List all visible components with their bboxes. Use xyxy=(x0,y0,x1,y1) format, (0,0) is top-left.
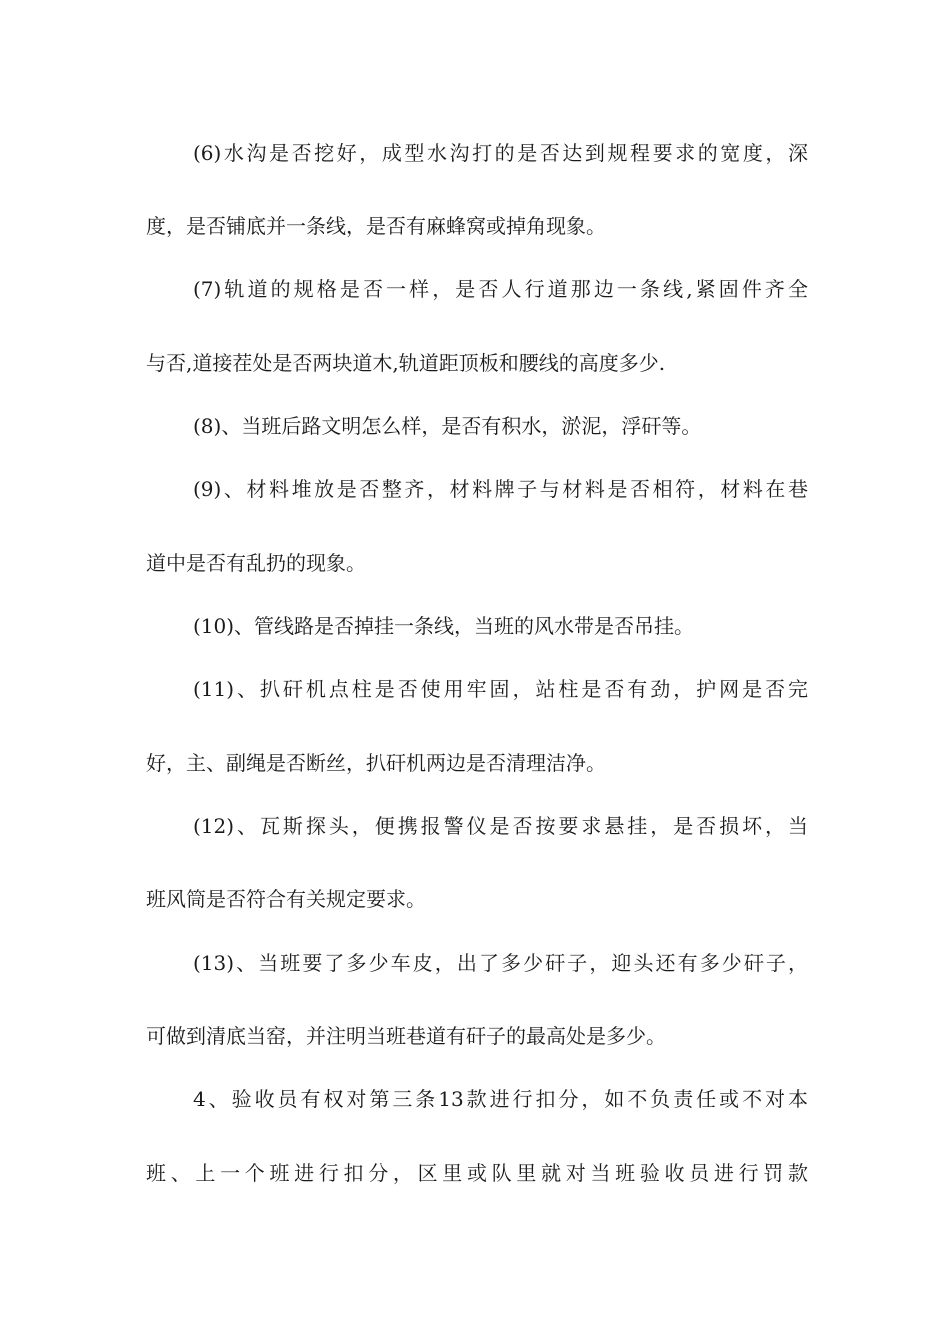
paragraph-line: (11)、扒矸机点柱是否使用牢固，站柱是否有劲，护网是否完 xyxy=(193,677,808,701)
paragraph-line: (7)轨道的规格是否一样，是否人行道那边一条线,紧固件齐全 xyxy=(193,277,808,301)
paragraph-line: 班、上一个班进行扣分，区里或队里就对当班验收员进行罚款 xyxy=(146,1161,808,1185)
paragraph-line: (9)、材料堆放是否整齐，材料牌子与材料是否相符，材料在巷 xyxy=(193,477,808,501)
paragraph-line: (6)水沟是否挖好，成型水沟打的是否达到规程要求的宽度，深 xyxy=(193,141,808,165)
paragraph-line: (8)、当班后路文明怎么样，是否有积水，淤泥，浮矸等。 xyxy=(193,414,702,438)
paragraph-line: 好，主、副绳是否断丝，扒矸机两边是否清理洁净。 xyxy=(146,751,606,775)
paragraph-line: 4、验收员有权对第三条13款进行扣分，如不负责任或不对本 xyxy=(193,1087,808,1111)
paragraph-line: (10)、管线路是否掉挂一条线，当班的风水带是否吊挂。 xyxy=(193,614,695,638)
paragraph-line: 度，是否铺底并一条线，是否有麻蜂窝或掉角现象。 xyxy=(146,214,606,238)
paragraph-line: 可做到清底当窑，并注明当班巷道有矸子的最高处是多少。 xyxy=(146,1024,666,1048)
paragraph-line: 道中是否有乱扔的现象。 xyxy=(146,551,366,575)
paragraph-line: (12)、瓦斯探头，便携报警仪是否按要求悬挂，是否损坏，当 xyxy=(193,814,808,838)
paragraph-line: 班风筒是否符合有关规定要求。 xyxy=(146,887,426,911)
paragraph-line: 与否,道接茬处是否两块道木,轨道距顶板和腰线的高度多少. xyxy=(146,351,666,375)
paragraph-line: (13)、当班要了多少车皮，出了多少矸子，迎头还有多少矸子， xyxy=(193,951,808,975)
